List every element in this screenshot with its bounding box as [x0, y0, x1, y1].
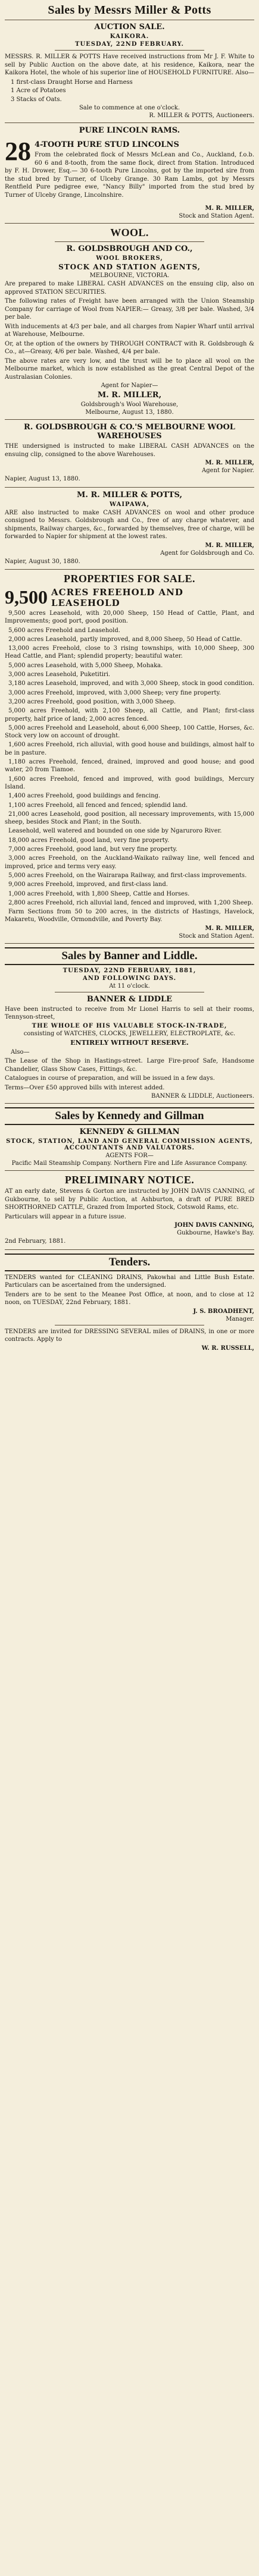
- property-listing: 7,000 acres Freehold, good land, but very fine property.: [8, 846, 177, 853]
- kennedy-gillman-heading: Sales by Kennedy and Gillman: [5, 1107, 254, 1125]
- rams-signature-title: Stock and Station Agent.: [179, 213, 254, 219]
- banner-liddle-also-body: The Lease of the Shop in Hastings-street. Large Fire-proof Safe, Handsome Chandelier, Glass Show Cases, Fittings, &c.: [5, 1058, 254, 1073]
- property-listing: 1,100 acres Freehold, all fenced and fenced; splendid land.: [8, 802, 188, 809]
- auction-terms: Sale to commence at one o'clock.: [79, 105, 180, 111]
- preliminary-particulars: Particulars will appear in a future issue.: [5, 1213, 126, 1220]
- preliminary-body: AT an early date, Stevens & Gorton are instructed by JOHN DAVIS CANNING, of Gukbourne, to sell by Public Auction, at Ashburton, a draft of PURE BRED SHORTHORNED CATTLE, Grazed from Imported Stock, Cotswold Rams, etc.: [5, 1188, 254, 1211]
- properties-number: 9,500: [5, 586, 48, 608]
- auction-item: 3 Stacks of Oats.: [11, 96, 62, 103]
- wool-body: With inducements at 4/3 per bale, and all charges from Napier Wharf until arrival at Warehouse, Melbourne.: [5, 323, 254, 338]
- miller-auction-ad: [5, 4, 254, 123]
- tenders-body: TENDERS are invited for DRESSING SEVERAL miles of DRAINS, in one or more contracts. Apply to: [5, 1328, 254, 1343]
- preliminary-date: 2nd February, 1881.: [5, 1238, 66, 1245]
- banner-liddle-signature: BANNER & LIDDLE, Auctioneers.: [151, 1093, 254, 1100]
- rams-heading: PURE LINCOLN RAMS.: [79, 126, 180, 135]
- property-listing: 9,000 acres Freehold, improved, and first-class land.: [8, 881, 168, 888]
- properties-signature-name: M. R. MILLER,: [205, 925, 254, 932]
- rams-signature-name: M. R. MILLER,: [205, 205, 254, 212]
- properties-title-row: [5, 586, 254, 608]
- warehouses-signature-title: Agent for Napier.: [202, 467, 254, 474]
- waipawa-signature-title: Agent for Goldsbrough and Co.: [160, 549, 254, 557]
- preliminary-ad: [5, 1174, 254, 1250]
- waipawa-body: ARE also instructed to make CASH ADVANCES on wool and other produce consigned to Messrs. Goldsbrough and Co., free of any charge whatever, and shipments, Railway charges, &c., forwarded by themselves, free of charge, will be forwarded to Napier for shipment at the lowest rates.: [5, 509, 254, 540]
- property-listing: 21,000 acres Leasehold, good position, all necessary improvements, with 15,000 sheep, besides Stock and Plant; in the South.: [5, 811, 254, 826]
- wool-agent-date: Melbourne, August 13, 1880.: [85, 409, 174, 416]
- properties-title: ACRES FREEHOLD AND LEASEHOLD: [51, 586, 183, 608]
- properties-ad: [5, 573, 254, 944]
- auction-signature: R. MILLER & POTTS, Auctioneers.: [149, 112, 254, 119]
- property-listing: 5,600 acres Freehold and Leasehold.: [8, 627, 120, 634]
- tenders-signature-name: W. R. RUSSELL,: [201, 1344, 254, 1352]
- rams-body: From the celebrated flock of Messrs McLean and Co., Auckland, f.o.b. 60 6 and 8-tooth, from the same flock, direct from Station. Introduced by F. H. Drower, Esq.— 30 6-tooth Pure Lincolns, got by the imported sire from the stud bred by Turner, of Ulceby Grange. 30 Ram Lambs, got by Messrs Rentfield Pure pedigree ewe, "Nancy Billy" imported from the stud bred by Turner of Ulceby Grange, Lincolnshire.: [5, 152, 254, 199]
- waipawa-ad: [5, 491, 254, 570]
- waipawa-firm: M. R. MILLER & POTTS,: [77, 490, 182, 500]
- banner-liddle-subdate: AND FOLLOWING DAYS.: [82, 975, 177, 982]
- tenders-ad: [5, 1274, 254, 1352]
- auction-item: 1 first-class Draught Horse and Harness: [11, 78, 133, 86]
- property-listing: 3,180 acres Leasehold, improved, and with 3,000 Sheep, stock in good condition.: [8, 680, 255, 687]
- divider: [55, 241, 204, 242]
- wool-body: The above rates are very low, and the trust will be to place all wool on the Melbourne market, which is now established as the great Central Depot of the Australasian Colonies.: [5, 357, 254, 381]
- divider: [55, 50, 204, 51]
- rams-number: 28: [5, 137, 31, 166]
- banner-liddle-heading: Sales by Banner and Liddle.: [5, 947, 254, 965]
- wool-body: The following rates of Freight have been arranged with the Union Steamship Company for carriage of Wool from NAPIER:— Greasy, 3/8 per bale. Washed, 3/4 per bale.: [5, 298, 254, 321]
- property-listing: Leasehold, well watered and bounded on one side by Ngaruroro River.: [8, 828, 222, 835]
- wool-role: WOOL BROKERS,: [96, 255, 163, 262]
- warehouses-ad: [5, 423, 254, 488]
- property-listing: 1,400 acres Freehold, good buildings and fencing.: [8, 793, 161, 800]
- warehouses-body: THE undersigned is instructed to make LIBERAL CASH ADVANCES on the ensuing clip, consigned to the above Warehouses.: [5, 443, 254, 458]
- banner-liddle-stock-title: THE WHOLE OF HIS VALUABLE STOCK-IN-TRADE,: [32, 1022, 227, 1029]
- property-listing: 3,000 acres Freehold, on the Auckland-Waikato railway line, well fenced and improved, price and terms very easy.: [5, 855, 254, 870]
- wool-firm: R. GOLDSBROUGH AND CO.,: [66, 244, 193, 253]
- property-listing: 5,000 acres Leasehold, with 5,000 Sheep, Mohaka.: [8, 662, 163, 669]
- tenders-body: Tenders are to be sent to the Meanee Post Office, at noon, and to close at 12 noon, on TUESDAY, 22nd February, 1881.: [5, 1291, 254, 1306]
- auction-item: 1 Acre of Potatoes: [11, 87, 66, 94]
- kennedy-gillman-agents-list: Pacific Mail Steamship Company. Northern Fire and Life Assurance Company.: [11, 1160, 248, 1167]
- banner-liddle-body: Have been instructed to receive from Mr Lionel Harris to sell at their rooms, Tennyson-street,: [5, 1006, 254, 1021]
- wool-body: Are prepared to make LIBERAL CASH ADVANCES on the ensuing clip, also on approved STATION SECURITIES.: [5, 281, 254, 296]
- wool-agent-name: M. R. MILLER,: [97, 391, 162, 400]
- tenders-heading: Tenders.: [5, 1254, 254, 1271]
- property-listing: 2,000 acres Leasehold, partly improved, and 8,000 Sheep, 50 Head of Cattle.: [8, 636, 242, 643]
- tenders-signature-name: J. S. BROADHENT,: [193, 1308, 254, 1315]
- auction-date: TUESDAY, 22ND FEBRUARY.: [75, 41, 184, 48]
- property-listing: 1,600 acres Freehold, fenced and improved, with good buildings, Mercury Island.: [5, 775, 254, 790]
- property-listing: 5,000 acres Freehold, with 2,100 Sheep, all Cattle, and Plant; first-class property, half price of land; 2,000 acres fenced.: [5, 708, 254, 722]
- warehouses-heading: R. GOLDSBROUGH & CO.'S MELBOURNE WOOL WAREHOUSES: [24, 423, 235, 441]
- wool-heading: WOOL.: [110, 227, 149, 238]
- banner-liddle-terms: Catalogues in course of preparation, and will be issued in a few days.: [5, 1075, 215, 1082]
- property-listing: 3,000 acres Freehold, improved, with 3,000 Sheep; very fine property.: [8, 689, 221, 696]
- property-listing: 9,500 acres Leasehold, with 20,000 Sheep, 150 Head of Cattle, Plant, and Improvements; good port, good position.: [5, 610, 254, 625]
- property-listing: Farm Sections from 50 to 200 acres, in the districts of Hastings, Havelock, Makaretu, Woodville, Ormondville, and Poverty Bay.: [5, 909, 254, 923]
- kennedy-gillman-ad: [5, 1127, 254, 1171]
- properties-heading: PROPERTIES FOR SALE.: [64, 573, 195, 585]
- property-listing: 2,800 acres Freehold, rich alluvial land, fenced and improved, with 1,200 Sheep.: [8, 899, 254, 906]
- preliminary-signature-name: JOHN DAVIS CANNING,: [174, 1222, 254, 1229]
- property-listing: 3,000 acres Leasehold, Puketitiri.: [8, 671, 111, 678]
- banner-liddle-time: At 11 o'clock.: [109, 982, 150, 989]
- auction-title: AUCTION SALE.: [94, 23, 165, 32]
- banner-liddle-stock-list: consisting of WATCHES, CLOCKS, JEWELLERY, ELECTROPLATE, &c.: [23, 1030, 236, 1037]
- properties-list: [5, 610, 254, 924]
- property-listing: 5,000 acres Freehold and Leasehold, about 6,000 Sheep, 100 Cattle, Horses, &c. Stock very low on account of drought.: [5, 724, 254, 740]
- tenders-signature-title: Manager.: [226, 1315, 254, 1322]
- tenders-body: TENDERS wanted for CLEANING DRAINS, Pakowhai and Little Bush Estate. Particulars can be ascertained from the undersigned.: [5, 1274, 254, 1289]
- waipawa-signature-name: M. R. MILLER,: [205, 542, 254, 549]
- wool-role: STOCK AND STATION AGENTS,: [58, 263, 201, 271]
- wool-agent-title: Goldsbrough's Wool Warehouse,: [80, 401, 179, 408]
- preliminary-heading: PRELIMINARY NOTICE.: [64, 1174, 195, 1186]
- wool-body: Or, at the option of the owners by THROUGH CONTRACT with R. Goldsbrough & Co., at—Greasy, 4/6 per bale. Washed, 4/4 per bale.: [5, 340, 254, 355]
- auction-instructions: MESSRS. R. MILLER & POTTS Have received instructions from Mr J. F. White to sell by Public Auction on the above date, at his residence, Kaikora, near the Kaikora Hotel, the whole of his superior line of HOUSEHOLD FURNITURE. Also—: [5, 54, 254, 76]
- banner-liddle-also-label: Also—: [11, 1048, 30, 1055]
- property-listing: 18,000 acres Freehold, good land, very fine property.: [8, 837, 170, 844]
- property-listing: 1,180 acres Freehold, fenced, drained, improved and good house; and good water, 20 from Tiamoe.: [5, 759, 254, 774]
- waipawa-place: WAIPAWA,: [110, 501, 149, 508]
- kennedy-gillman-firm: KENNEDY & GILLMAN: [79, 1127, 180, 1137]
- banner-liddle-firm: BANNER & LIDDLE: [86, 994, 173, 1004]
- kennedy-gillman-role: STOCK, STATION, LAND AND GENERAL COMMISSION AGENTS, ACCOUNTANTS AND VALUATORS.: [6, 1138, 253, 1152]
- preliminary-signature-title: Gukbourne, Hawke's Bay.: [177, 1230, 254, 1237]
- wool-place: MELBOURNE, VICTORIA.: [89, 272, 170, 279]
- banner-liddle-date: TUESDAY, 22ND FEBRUARY, 1881,: [63, 967, 196, 974]
- property-listing: 1,600 acres Freehold, rich alluvial, with good house and buildings, almost half to be in pasture.: [5, 742, 254, 756]
- banner-liddle-terms: Terms—Over £50 approved bills with interest added.: [5, 1084, 165, 1091]
- rams-ad: [5, 126, 254, 224]
- wool-ad: [5, 227, 254, 420]
- warehouses-signature-name: M. R. MILLER,: [205, 460, 254, 466]
- property-listing: 3,200 acres Freehold, good position, with 3,000 Sheep.: [8, 698, 176, 705]
- properties-signature-title: Stock and Station Agent.: [179, 932, 254, 940]
- waipawa-date: Napier, August 30, 1880.: [5, 558, 80, 565]
- banner-liddle-without-reserve: ENTIRELY WITHOUT RESERVE.: [70, 1038, 189, 1047]
- property-listing: 13,000 acres Freehold, close to 3 rising townships, with 10,000 Sheep, 300 Head Cattle, and Plant; splendid property; beautiful water.: [5, 645, 254, 660]
- rams-title: 4-TOOTH PURE STUD LINCOLNS: [35, 140, 179, 149]
- property-listing: 5,000 acres Freehold, on the Wairarapa Railway, and first-class improvements.: [8, 872, 247, 879]
- warehouses-date: Napier, August 13, 1880.: [5, 476, 80, 482]
- auction-place: KAIKORA.: [110, 33, 149, 40]
- ad-heading: Sales by Messrs Miller & Potts: [48, 4, 211, 17]
- kennedy-gillman-agents-label: AGENTS FOR—: [105, 1152, 154, 1160]
- property-listing: 1,000 acres Freehold, with 1,800 Sheep, Cattle and Horses.: [8, 890, 190, 897]
- wool-agent-label: Agent for Napier—: [101, 382, 158, 389]
- banner-liddle-ad: [5, 967, 254, 1104]
